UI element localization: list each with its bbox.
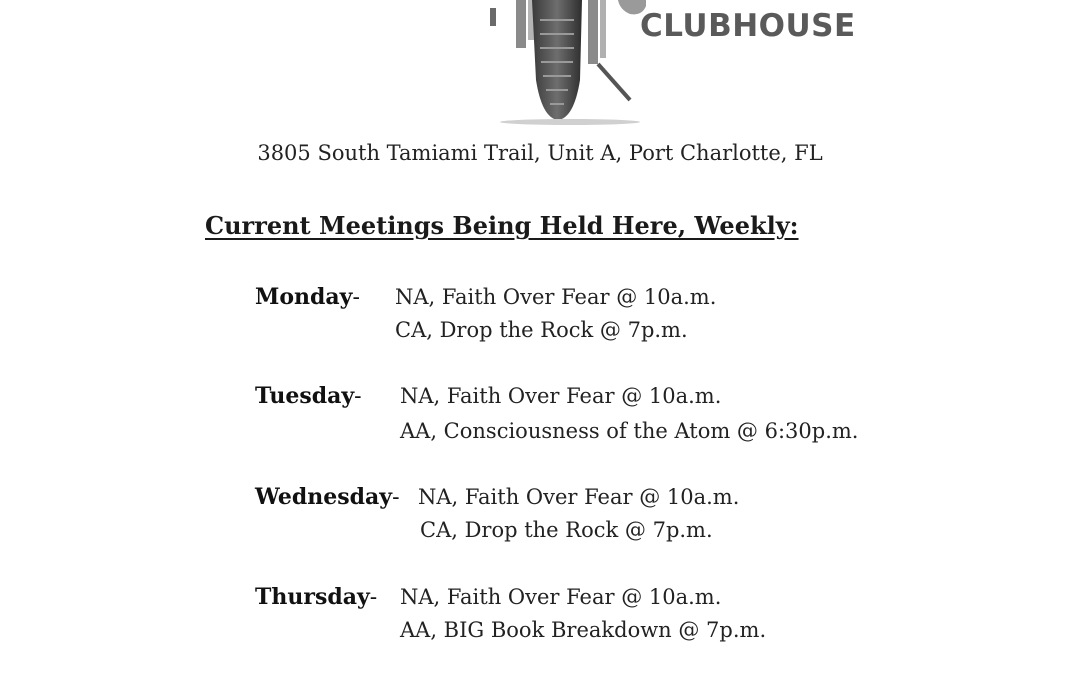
day-label-monday: Monday- (255, 284, 360, 310)
meeting-tuesday-1: NA, Faith Over Fear @ 10a.m. (400, 384, 722, 408)
meeting-thursday-2: AA, BIG Book Breakdown @ 7p.m. (400, 618, 767, 642)
meeting-wednesday-2: CA, Drop the Rock @ 7p.m. (420, 518, 713, 542)
page-heading: Current Meetings Being Held Here, Weekly: (205, 211, 799, 240)
clubhouse-logo-text: CLUBHOUSE (640, 8, 856, 44)
meeting-tuesday-2: AA, Consciousness of the Atom @ 6:30p.m. (400, 419, 859, 443)
day-label-thursday: Thursday- (255, 584, 378, 610)
meeting-monday-2: CA, Drop the Rock @ 7p.m. (395, 318, 688, 342)
meeting-wednesday-1: NA, Faith Over Fear @ 10a.m. (418, 485, 740, 509)
day-label-tuesday: Tuesday- (255, 383, 362, 409)
day-label-wednesday: Wednesday- (255, 484, 400, 510)
meeting-thursday-1: NA, Faith Over Fear @ 10a.m. (400, 585, 722, 609)
meeting-monday-1: NA, Faith Over Fear @ 10a.m. (395, 285, 717, 309)
address: 3805 South Tamiami Trail, Unit A, Port Charlotte, FL (257, 141, 823, 165)
